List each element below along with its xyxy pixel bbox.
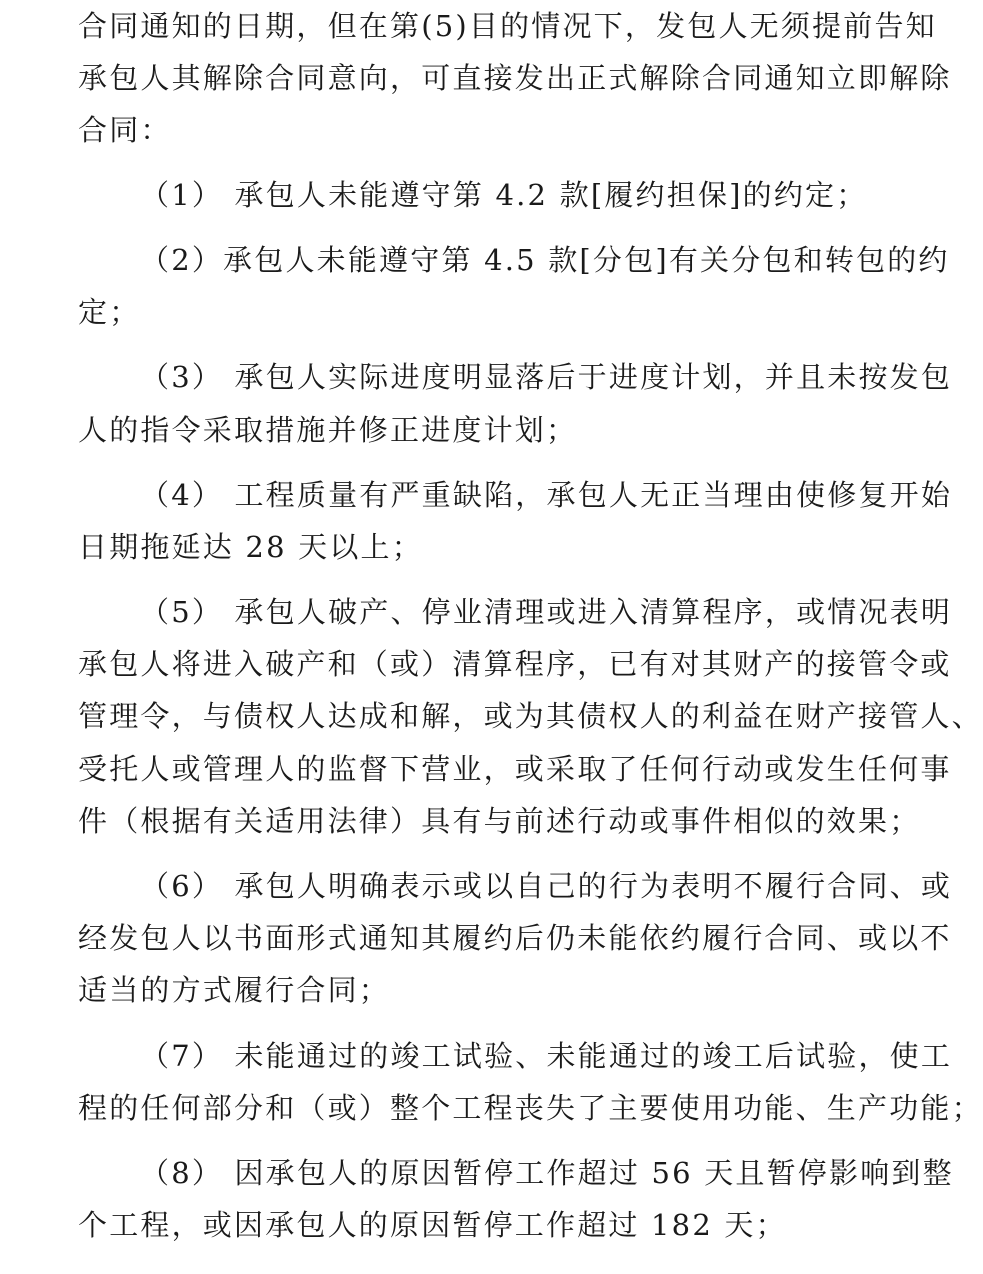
clause-5-line-1: （5） 承包人破产、停业清理或进入清算程序，或情况表明 <box>140 595 953 629</box>
clause-5-line-4: 受托人或管理人的监督下营业，或采取了任何行动或发生任何事 <box>78 752 952 786</box>
clause-7-line-1: （7） 未能通过的竣工试验、未能通过的竣工后试验，使工 <box>140 1039 953 1073</box>
clause-6-line-1: （6） 承包人明确表示或以自己的行为表明不履行合同、或 <box>140 869 953 903</box>
clause-3-line-1: （3） 承包人实际进度明显落后于进度计划，并且未按发包 <box>140 360 953 394</box>
clause-4-line-2: 日期拖延达 28 天以上； <box>78 530 423 564</box>
clause-3-line-2: 人的指令采取措施并修正进度计划； <box>78 413 578 447</box>
clause-7-line-2: 程的任何部分和（或）整个工程丧失了主要使用功能、生产功能； <box>78 1091 983 1125</box>
clause-5-line-3: 管理令，与债权人达成和解，或为其债权人的利益在财产接管人、 <box>78 699 983 733</box>
clause-6-line-2: 经发包人以书面形式通知其履约后仍未能依约履行合同、或以不 <box>78 921 952 955</box>
clause-6-line-3: 适当的方式履行合同； <box>78 973 391 1007</box>
intro-line-3: 合同： <box>78 113 172 147</box>
intro-line-2: 承包人其解除合同意向，可直接发出正式解除合同通知立即解除 <box>78 61 952 95</box>
clause-5-line-2: 承包人将进入破产和（或）清算程序，已有对其财产的接管令或 <box>78 647 952 681</box>
clause-4-line-1: （4） 工程质量有严重缺陷，承包人无正当理由使修复开始 <box>140 478 953 512</box>
clause-1-line-1: （1） 承包人未能遵守第 4.2 款[履约担保]的约定； <box>140 178 868 212</box>
clause-2-line-2: 定； <box>78 295 141 329</box>
clause-2-line-1: （2）承包人未能遵守第 4.5 款[分包]有关分包和转包的约 <box>140 243 950 277</box>
clause-8-line-1: （8） 因承包人的原因暂停工作超过 56 天且暂停影响到整 <box>140 1156 954 1190</box>
clause-5-line-5: 件（根据有关适用法律）具有与前述行动或事件相似的效果； <box>78 804 921 838</box>
intro-line-1: 合同通知的日期，但在第(5)目的情况下，发包人无须提前告知 <box>78 9 937 43</box>
clause-8-line-2: 个工程，或因承包人的原因暂停工作超过 182 天； <box>78 1208 787 1242</box>
